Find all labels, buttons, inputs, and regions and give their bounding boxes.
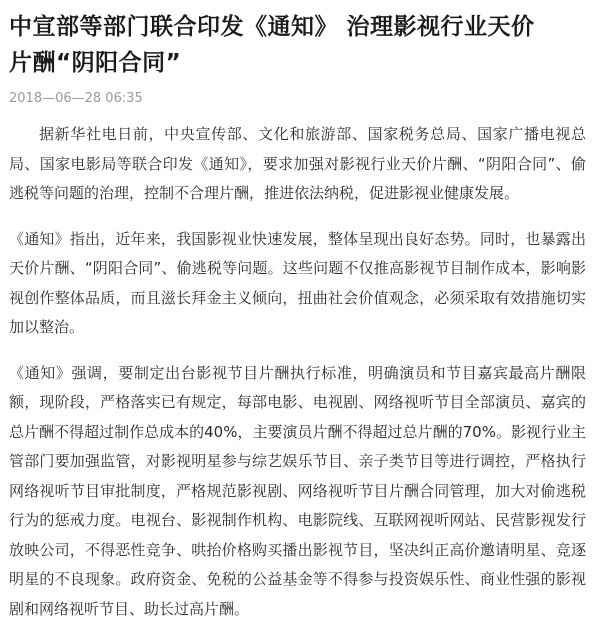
article-paragraph-3: 《通知》强调，要制定出台影视节目片酬执行标准，明确演员和节目嘉宾最高片酬限额，现阶段，严格落实已有规定，每部电影、电视剧、网络视听节目全部演员、嘉宾的总片酬不得超过制作总成本的40%，主要演员片酬不得超过总片酬的70%。影视行业主管部门要加强监管，对影视明星参与综艺娱乐节目、亲子类节目等进行调控，严格执行网络视听节目审批制度，严格规范影视剧、网络视听节目片酬合同管理，加大对偷逃税行为的惩戒力度。电视台、影视制作机构、电影院线、互联网视听网站、民营影视发行放映公司，不得恶性竞争、哄抬价格购买播出影视节目，坚决纠正高价邀请明星、竞逐明星的不良现象。政府资金、免税的公益基金等不得参与投资娱乐性、商业性强的影视剧和网络视听节目、助长过高片酬。 bbox=[9, 359, 586, 624]
article-paragraph-1: 据新华社电日前，中央宣传部、文化和旅游部、国家税务总局、国家广播电视总局、国家电影局等联合印发《通知》，要求加强对影视行业天价片酬、“阴阳合同”、偷逃税等问题的治理，控制不合理片酬，推进依法纳税，促进影视业健康发展。 bbox=[9, 120, 586, 209]
article-title-line-1: 中宣部等部门联合印发《通知》 治理影视行业天价 bbox=[9, 9, 586, 45]
publish-timestamp: 2018—06—28 06:35 bbox=[9, 91, 586, 107]
article-title bbox=[9, 0, 586, 81]
article-paragraph-2: 《通知》指出，近年来，我国影视业快速发展，整体呈现出良好态势。同时，也暴露出天价片酬、“阴阳合同”、偷逃税等问题。这些问题不仅推高影视节目制作成本，影响影视创作整体品质，而且滋长拜金主义倾向，扭曲社会价值观念，必须采取有效措施切实加以整治。 bbox=[9, 225, 586, 343]
article-title-line-2: 片酬“阴阳合同” bbox=[9, 45, 586, 81]
